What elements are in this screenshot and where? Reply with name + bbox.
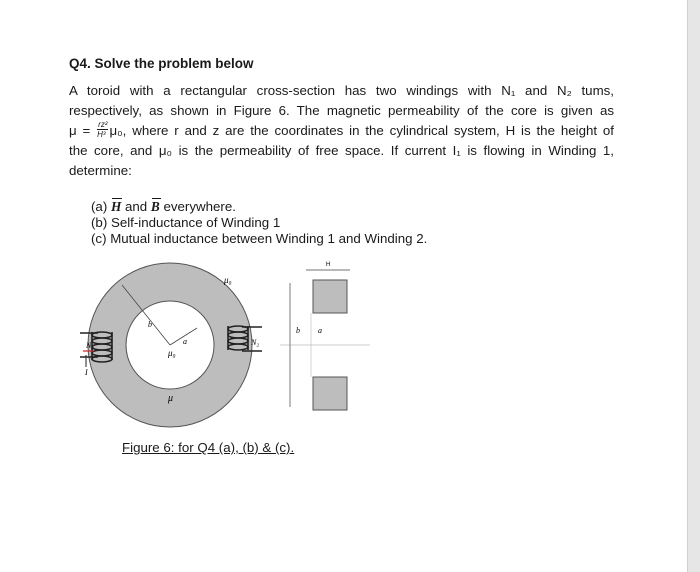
label-n1: N₁ <box>86 341 95 350</box>
problem-statement <box>69 81 614 181</box>
vector-H: H <box>110 199 122 214</box>
label-b-cross-section: b <box>296 326 300 335</box>
fraction-denominator: H³ <box>97 129 106 139</box>
cross-section-view <box>280 262 370 410</box>
statement-line-1: A toroid with a rectangular cross-section has two windings with N₁ and N₂ tums, <box>69 83 614 98</box>
figure-caption: Figure 6: for Q4 (a), (b) & (c). <box>122 440 295 455</box>
label-b-radius: b <box>148 320 152 329</box>
question-title: Q4. Solve the problem below <box>69 56 254 71</box>
statement-line-3-rest: μ₀, where r and z are the coordinates in the cylindrical system, H is the height of <box>109 123 614 138</box>
mu-fraction <box>97 120 108 139</box>
mu-equals: μ = <box>69 123 91 138</box>
label-mu0-outside: μ₀ <box>224 275 232 285</box>
label-n2: N₂ <box>251 338 260 347</box>
label-current: I <box>85 368 88 377</box>
task-a <box>91 199 614 215</box>
label-H: H <box>326 262 331 268</box>
task-a-suffix: everywhere. <box>163 199 236 214</box>
scrollbar[interactable] <box>687 0 700 572</box>
cross-section-bottom <box>313 377 347 410</box>
label-a-radius: a <box>183 337 187 346</box>
fraction-numerator: rz² <box>98 119 108 129</box>
statement-line-2: respectively, as shown in Figure 6. The magnetic permeability of the core is given as <box>69 103 614 118</box>
cross-section-top <box>313 280 347 313</box>
toroid-top-view <box>80 263 262 427</box>
statement-line-4: the core, and μ₀ is the permeability of free space. If current I₁ is flowing in Winding 1, <box>69 143 614 158</box>
vector-B: B <box>150 199 160 214</box>
statement-line-3 <box>69 121 614 141</box>
task-b: (b) Self-inductance of Winding 1 <box>91 215 281 230</box>
task-list <box>91 199 614 247</box>
figure-6 <box>80 255 380 435</box>
task-c: (c) Mutual inductance between Winding 1 and Winding 2. <box>91 231 428 246</box>
label-a-cross-section: a <box>318 326 322 335</box>
task-a-and: and <box>125 199 148 214</box>
label-mu-core: μ <box>168 393 174 404</box>
question-block <box>69 56 614 247</box>
statement-line-5: determine: <box>69 163 132 178</box>
task-a-prefix: (a) <box>91 199 108 214</box>
label-mu0-inner: μ₀ <box>168 348 176 358</box>
